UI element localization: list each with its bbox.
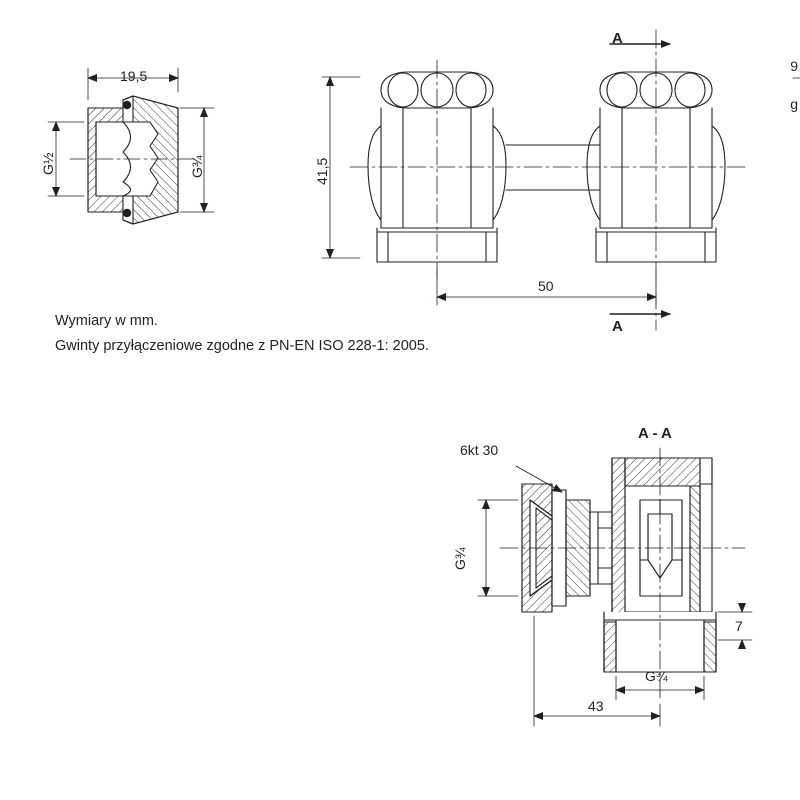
left-view-width-label: 19,5 [120,68,148,84]
right-partial-sub-label: g [790,96,798,112]
section-wall-label: 7 [735,618,743,634]
left-view-geometry [70,96,196,224]
section-view-geometry [500,448,745,700]
section-g34-left-label: G¾ [452,547,468,570]
left-view-g34-label: G¾ [189,155,205,178]
section-g34-bottom-label: G¾ [645,668,668,684]
right-partial-top-label: 9 [790,58,798,74]
front-view-length-label: 50 [538,278,554,294]
section-title: A - A [638,425,672,442]
section-mark-bottom-label: A [612,318,623,335]
section-mark-top-label: A [612,30,623,47]
left-view-g12-label: G½ [40,152,56,175]
note-units: Wymiary w mm. [55,313,158,329]
note-standard: Gwinty przyłączeniowe zgodne z PN-EN ISO 228-1: 2005. [55,338,429,354]
section-hex-label: 6kt 30 [460,442,499,458]
section-length-label: 43 [588,698,604,714]
front-view-height-label: 41,5 [314,157,330,185]
